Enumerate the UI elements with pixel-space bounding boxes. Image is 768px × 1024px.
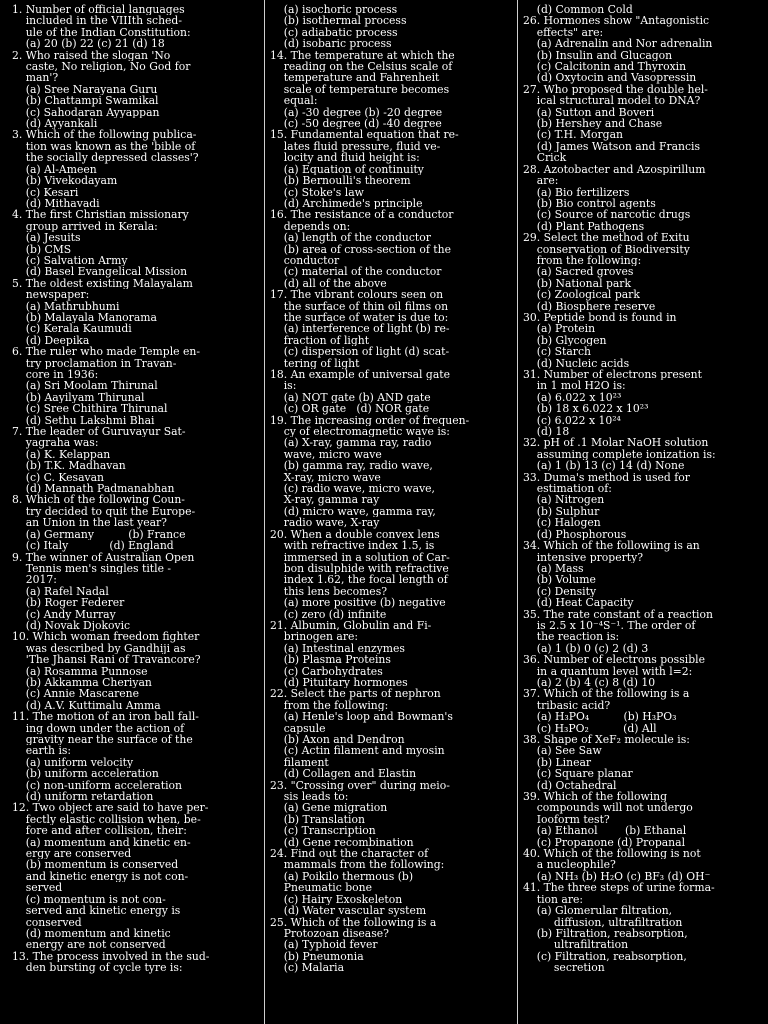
- text-line: 29. Select the method of Exitu: [523, 232, 690, 244]
- text-line: (b) Roger Federer: [12, 597, 125, 609]
- text-line: caste, No religion, No God for: [12, 61, 191, 73]
- text-line: (b) T.K. Madhavan: [12, 460, 126, 472]
- text-line: (b) Akkamma Cheriyan: [12, 676, 152, 689]
- text-line: (b) momentum is conserved: [12, 859, 179, 871]
- text-line: 9. The winner of Australian Open: [12, 551, 195, 563]
- column-divider: [264, 0, 265, 1024]
- text-line: (b) Sulphur: [523, 505, 600, 518]
- text-line: immersed in a solution of Car-: [270, 551, 450, 563]
- text-line: 24. Find out the character of: [270, 848, 429, 860]
- text-line: (d) Biosphere reserve: [523, 300, 656, 312]
- text-line: (c) Halogen: [523, 517, 601, 529]
- text-line: (a) Rosamma Punnose: [12, 665, 148, 677]
- text-line: (c) Annie Mascarene: [12, 688, 140, 700]
- text-line: compounds will not undergo: [523, 802, 693, 814]
- text-line: (d) Gene recombination: [270, 836, 414, 849]
- text-line: den bursting of cycle tyre is:: [12, 962, 183, 974]
- text-line: (b) Vivekodayam: [12, 175, 118, 187]
- text-line: intensive property?: [523, 551, 643, 563]
- text-line: 38. Shape of XeF₂ molecule is:: [523, 734, 690, 746]
- text-line: group arrived in Kerala:: [12, 220, 158, 233]
- text-line: cy of electromagnetic wave is:: [270, 426, 450, 438]
- text-line: locity and fluid height is:: [270, 152, 420, 164]
- text-line: (a) NOT gate (b) AND gate: [270, 391, 431, 404]
- text-line: mammals from the following:: [270, 859, 445, 871]
- text-line: 39. Which of the following: [523, 791, 668, 803]
- text-line: (c) Propanone (d) Propanal: [523, 836, 686, 849]
- text-line: depends on:: [270, 220, 351, 233]
- text-line: 12. Two object are said to have per-: [12, 802, 209, 814]
- text-line: 2017:: [12, 574, 57, 586]
- text-line: equal:: [270, 95, 318, 107]
- text-line: (c) Source of narcotic drugs: [523, 209, 691, 221]
- text-line: was described by Gandhiji as: [12, 642, 186, 655]
- text-line: (a) 6.022 x 10²³: [523, 391, 622, 404]
- text-line: served: [12, 882, 63, 894]
- text-line: (a) -30 degree (b) -20 degree: [270, 106, 443, 119]
- text-line: 28. Azotobacter and Azospirillum: [523, 163, 706, 176]
- column-1: [12, 4, 258, 974]
- text-line: (a) Jesuits: [12, 232, 81, 244]
- text-line: (a) uniform velocity: [12, 756, 134, 769]
- text-line: 25. Which of the following is a: [270, 916, 437, 928]
- text-line: (c) Transcription: [270, 825, 376, 837]
- text-line: (d) Common Cold: [523, 4, 633, 16]
- text-line: (a) more positive (b) negative: [270, 597, 446, 609]
- text-line: (d) micro wave, gamma ray,: [270, 505, 436, 518]
- text-line: (a) Equation of continuity: [270, 163, 424, 176]
- text-line: (d) 18: [523, 426, 570, 438]
- text-line: (a) 1 (b) 13 (c) 14 (d) None: [523, 460, 685, 472]
- text-line: and kinetic energy is not con-: [12, 870, 189, 883]
- text-line: 17. The vibrant colours seen on: [270, 289, 444, 301]
- text-line: (a) Poikilo thermous (b): [270, 870, 414, 883]
- text-line: (b) Translation: [270, 813, 365, 826]
- text-line: ultrafiltration: [523, 939, 629, 951]
- text-line: X-ray, gamma ray: [270, 494, 380, 506]
- text-line: (b) Malayala Manorama: [12, 311, 157, 324]
- text-line: (c) dispersion of light (d) scat-: [270, 346, 450, 358]
- text-line: man'?: [12, 72, 59, 84]
- text-line: 36. Number of electrons possible: [523, 654, 705, 666]
- text-line: 40. Which of the following is not: [523, 848, 701, 860]
- text-line: 10. Which woman freedom fighter: [12, 631, 200, 643]
- text-line: with refractive index 1.5, is: [270, 540, 435, 552]
- text-line: (b) Insulin and Glucagon: [523, 49, 673, 62]
- text-line: diffusion, ultrafiltration: [523, 916, 683, 928]
- text-line: (a) 20 (b) 22 (c) 21 (d) 18: [12, 38, 165, 50]
- text-line: fore and after collision, their:: [12, 825, 187, 837]
- text-line: 11. The motion of an iron ball fall-: [12, 711, 199, 723]
- text-line: 18. An example of universal gate: [270, 369, 451, 381]
- text-line: Tennis men's singles title -: [12, 562, 172, 575]
- text-line: (d) isobaric process: [270, 38, 392, 50]
- text-line: conservation of Biodiversity: [523, 243, 690, 255]
- text-line: tribasic acid?: [523, 699, 611, 712]
- text-line: ule of the Indian Constitution:: [12, 26, 191, 39]
- text-line: are:: [523, 175, 559, 187]
- text-line: (c) Kesari: [12, 186, 79, 198]
- text-line: (a) Sri Moolam Thirunal: [12, 380, 158, 392]
- text-line: (d) Pituitary hormones: [270, 676, 408, 689]
- text-line: (a) 1 (b) 0 (c) 2 (d) 3: [523, 642, 649, 655]
- text-line: from the following:: [270, 699, 389, 712]
- text-line: (c) Square planar: [523, 768, 633, 780]
- text-line: 34. Which of the followiing is an: [523, 540, 700, 552]
- text-line: 4. The first Christian missionary: [12, 209, 189, 221]
- text-line: Pneumatic bone: [270, 882, 372, 894]
- text-line: (c) Stoke's law: [270, 186, 364, 198]
- text-line: energy are not conserved: [12, 939, 166, 951]
- text-line: (b) Aayilyam Thirunal: [12, 391, 145, 404]
- text-line: (c) Starch: [523, 346, 591, 358]
- text-line: 5. The oldest existing Malayalam: [12, 277, 193, 290]
- text-line: (a) length of the conductor: [270, 232, 431, 244]
- text-line: (a) K. Kelappan: [12, 448, 111, 461]
- text-line: (c) radio wave, micro wave,: [270, 483, 435, 495]
- text-line: try decided to quit the Europe-: [12, 505, 196, 518]
- text-line: (b) area of cross-section of the: [270, 243, 451, 255]
- text-line: (b) Axon and Dendron: [270, 734, 405, 746]
- text-line: (a) Henle's loop and Bowman's: [270, 711, 453, 723]
- text-line: (d) James Watson and Francis: [523, 140, 701, 153]
- text-line: (d) Basel Evangelical Mission: [12, 266, 188, 278]
- text-line: (c) Salvation Army: [12, 254, 128, 267]
- text-line: (c) non-uniform acceleration: [12, 779, 182, 792]
- text-line: (b) 18 x 6.022 x 10²³: [523, 403, 649, 415]
- text-line: (c) Filtration, reabsorption,: [523, 950, 687, 963]
- text-line: 26. Hormones show "Antagonistic: [523, 15, 710, 27]
- text-line: from the following:: [523, 254, 642, 267]
- text-line: (c) material of the conductor: [270, 266, 442, 278]
- text-line: try proclamation in Travan-: [12, 357, 177, 369]
- text-line: (d) Collagen and Elastin: [270, 768, 417, 780]
- text-line: (c) T.H. Morgan: [523, 129, 623, 141]
- text-line: (d) Octahedral: [523, 779, 617, 792]
- text-line: served and kinetic energy is: [12, 905, 181, 917]
- text-line: (a) Mathrubhumi: [12, 300, 120, 312]
- text-line: 30. Peptide bond is found in: [523, 311, 677, 324]
- text-line: scale of temperature becomes: [270, 83, 450, 96]
- text-line: (d) Water vascular system: [270, 905, 427, 917]
- text-line: 7. The leader of Guruvayur Sat-: [12, 426, 186, 438]
- text-line: effects" are:: [523, 26, 604, 39]
- text-line: (b) Hershey and Chase: [523, 118, 663, 130]
- text-line: filament: [270, 756, 329, 769]
- text-line: sis leads to:: [270, 791, 349, 803]
- text-line: reading on the Celsius scale of: [270, 61, 453, 73]
- text-line: X-ray, micro wave: [270, 471, 381, 484]
- text-line: (c) Actin filament and myosin: [270, 745, 445, 757]
- text-line: (d) Heat Capacity: [523, 597, 634, 609]
- text-line: ical structural model to DNA?: [523, 95, 701, 107]
- text-line: core in 1936:: [12, 369, 99, 381]
- text-line: (b) Plasma Proteins: [270, 654, 391, 666]
- text-line: fectly elastic collision when, be-: [12, 813, 201, 826]
- text-line: (a) Ethanol (b) Ethanal: [523, 825, 687, 837]
- text-line: (a) Sree Narayana Guru: [12, 83, 158, 96]
- text-line: (d) Archimede's principle: [270, 197, 423, 210]
- text-line: (c) OR gate (d) NOR gate: [270, 403, 430, 415]
- text-line: (b) Chattampi Swamikal: [12, 95, 159, 107]
- text-line: 22. Select the parts of nephron: [270, 688, 441, 700]
- text-line: 2. Who raised the slogan 'No: [12, 49, 171, 62]
- text-line: (b) Bernoulli's theorem: [270, 175, 411, 187]
- text-line: (c) Hairy Exoskeleton: [270, 893, 403, 906]
- text-line: (a) Mass: [523, 562, 584, 575]
- text-line: (c) Zoological park: [523, 289, 640, 301]
- column-3: [523, 4, 761, 974]
- text-line: (d) Mannath Padmanabhan: [12, 483, 175, 495]
- text-line: (b) isothermal process: [270, 15, 407, 27]
- text-line: conserved: [12, 916, 82, 928]
- column-2: [270, 4, 512, 974]
- text-line: estimation of:: [523, 483, 612, 495]
- text-line: (b) CMS: [12, 243, 72, 255]
- text-line: is 2.5 x 10⁻⁴S⁻¹. The order of: [523, 619, 696, 632]
- text-line: the surface of water is due to:: [270, 311, 449, 324]
- text-line: (a) Germany (b) France: [12, 528, 186, 541]
- text-line: (d) Phosphorous: [523, 528, 627, 541]
- text-line: 19. The increasing order of frequen-: [270, 414, 470, 427]
- text-line: (a) Nitrogen: [523, 494, 605, 506]
- text-line: Iooform test?: [523, 813, 610, 826]
- text-line: (b) gamma ray, radio wave,: [270, 460, 433, 472]
- text-line: (b) National park: [523, 277, 632, 290]
- text-line: in 1 mol H2O is:: [523, 380, 626, 392]
- text-line: (d) Ayyankali: [12, 118, 98, 130]
- text-line: fraction of light: [270, 334, 370, 347]
- text-line: temperature and Fahrenheit: [270, 72, 440, 84]
- text-line: 33. Duma's method is used for: [523, 471, 690, 484]
- text-line: (d) Plant Pathogens: [523, 220, 645, 233]
- text-line: (a) NH₃ (b) H₂O (c) BF₃ (d) OH⁻: [523, 870, 711, 883]
- text-line: 16. The resistance of a conductor: [270, 209, 454, 221]
- text-line: 15. Fundamental equation that re-: [270, 129, 459, 141]
- text-line: capsule: [270, 722, 326, 734]
- text-line: lates fluid pressure, fluid ve-: [270, 140, 441, 153]
- text-line: (c) H₃PO₂ (d) All: [523, 722, 657, 734]
- text-line: newspaper:: [12, 289, 90, 301]
- text-line: (a) Al-Ameen: [12, 163, 97, 176]
- text-line: (d) Novak Djokovic: [12, 619, 131, 632]
- text-line: 32. pH of .1 Molar NaOH solution: [523, 437, 709, 449]
- text-line: (b) Filtration, reabsorption,: [523, 927, 688, 940]
- text-line: 27. Who proposed the double hel-: [523, 83, 708, 96]
- text-line: (c) Andy Murray: [12, 608, 116, 620]
- text-line: 14. The temperature at which the: [270, 49, 455, 62]
- text-line: (a) Sacred groves: [523, 266, 634, 278]
- text-line: is:: [270, 380, 297, 392]
- text-line: the surface of thin oil films on: [270, 300, 449, 312]
- text-line: (a) Gene migration: [270, 802, 388, 814]
- text-line: 3. Which of the following publica-: [12, 129, 197, 141]
- text-line: (b) Bio control agents: [523, 197, 656, 210]
- text-line: wave, micro wave: [270, 448, 382, 461]
- text-line: (a) Bio fertilizers: [523, 186, 630, 198]
- text-line: (a) X-ray, gamma ray, radio: [270, 437, 432, 449]
- text-line: (a) 2 (b) 4 (c) 8 (d) 10: [523, 676, 656, 689]
- text-line: (c) Sree Chithira Thirunal: [12, 403, 168, 415]
- text-line: 31. Number of electrons present: [523, 369, 702, 381]
- text-line: 13. The process involved in the sud-: [12, 950, 210, 963]
- text-line: (a) momentum and kinetic en-: [12, 836, 191, 849]
- text-line: (d) Sethu Lakshmi Bhai: [12, 414, 155, 427]
- text-line: (b) Pneumonia: [270, 950, 364, 963]
- text-line: brinogen are:: [270, 631, 359, 643]
- text-line: (c) Italy (d) England: [12, 540, 174, 552]
- text-line: yagraha was:: [12, 437, 99, 449]
- text-line: (c) 6.022 x 10²⁴: [523, 414, 621, 427]
- text-line: gravity near the surface of the: [12, 734, 193, 746]
- text-line: ergy are conserved: [12, 848, 132, 860]
- text-line: (c) adiabatic process: [270, 26, 398, 39]
- text-line: 21. Albumin, Globulin and Fi-: [270, 619, 432, 632]
- text-line: tion are:: [523, 893, 584, 906]
- text-line: (c) Density: [523, 585, 597, 598]
- text-line: (d) Mithavadi: [12, 197, 100, 210]
- text-line: bon disulphide with refractive: [270, 562, 449, 575]
- text-line: this lens becomes?: [270, 585, 388, 598]
- text-line: (c) Sahodaran Ayyappan: [12, 106, 160, 119]
- text-line: secretion: [523, 962, 605, 974]
- text-line: (c) Malaria: [270, 962, 345, 974]
- text-line: Crick: [523, 152, 567, 164]
- text-line: (c) Calcitonin and Thyroxin: [523, 61, 687, 73]
- text-line: the reaction is:: [523, 631, 620, 643]
- text-line: a nucleophile?: [523, 859, 616, 871]
- text-line: 'The Jhansi Rani of Travancore?: [12, 654, 201, 666]
- text-line: (a) Glomerular filtration,: [523, 905, 673, 917]
- text-line: (a) Intestinal enzymes: [270, 642, 405, 655]
- text-line: (c) Kerala Kaumudi: [12, 323, 132, 335]
- text-line: (d) Nucleic acids: [523, 357, 630, 369]
- text-line: conductor: [270, 254, 340, 267]
- text-line: in a quantum level with l=2:: [523, 665, 693, 677]
- text-line: (a) See Saw: [523, 745, 602, 757]
- text-line: (a) interference of light (b) re-: [270, 323, 450, 335]
- text-line: (d) A.V. Kuttimalu Amma: [12, 699, 161, 712]
- text-line: (a) Sutton and Boveri: [523, 106, 655, 119]
- text-line: (b) Volume: [523, 574, 596, 586]
- text-line: tion was known as the 'bible of: [12, 140, 196, 153]
- text-line: an Union in the last year?: [12, 517, 167, 529]
- text-line: 23. "Crossing over" during meio-: [270, 779, 450, 792]
- text-line: (a) isochoric process: [270, 4, 398, 16]
- text-line: (d) Deepika: [12, 334, 90, 347]
- text-line: ing down under the action of: [12, 722, 185, 734]
- text-line: (c) Carbohydrates: [270, 665, 383, 677]
- text-line: 35. The rate constant of a reaction: [523, 608, 713, 620]
- text-line: 8. Which of the following Coun-: [12, 494, 185, 506]
- text-line: (d) uniform retardation: [12, 791, 154, 803]
- text-line: (d) all of the above: [270, 277, 387, 290]
- text-line: 6. The ruler who made Temple en-: [12, 346, 200, 358]
- text-line: (a) Rafel Nadal: [12, 585, 109, 598]
- text-line: (b) Glycogen: [523, 334, 607, 347]
- column-divider: [517, 0, 518, 1024]
- text-line: (b) Linear: [523, 756, 592, 769]
- text-line: 41. The three steps of urine forma-: [523, 882, 715, 894]
- text-line: (a) H₃PO₄ (b) H₃PO₃: [523, 711, 677, 723]
- text-line: earth is:: [12, 745, 72, 757]
- text-line: the socially depressed classes'?: [12, 152, 199, 164]
- text-line: 20. When a double convex lens: [270, 528, 440, 541]
- text-line: included in the VIIIth sched-: [12, 15, 182, 27]
- text-line: radio wave, X-ray: [270, 517, 380, 529]
- text-line: (d) momentum and kinetic: [12, 927, 171, 940]
- text-line: assuming complete ionization is:: [523, 448, 716, 461]
- text-line: (b) uniform acceleration: [12, 768, 159, 780]
- text-line: (c) momentum is not con-: [12, 893, 166, 906]
- text-line: (d) Oxytocin and Vasopressin: [523, 72, 697, 84]
- text-line: (c) C. Kesavan: [12, 471, 105, 484]
- text-line: (a) Adrenalin and Nor adrenalin: [523, 38, 713, 50]
- text-line: (c) zero (d) infinite: [270, 608, 387, 620]
- text-line: Protozoan disease?: [270, 927, 389, 940]
- text-line: tering of light: [270, 357, 360, 369]
- text-line: 1. Number of official languages: [12, 4, 185, 16]
- text-line: (a) Typhoid fever: [270, 939, 378, 951]
- text-line: (c) -50 degree (d) -40 degree: [270, 118, 442, 130]
- text-line: (a) Protein: [523, 323, 596, 335]
- text-line: index 1.62, the focal length of: [270, 574, 448, 586]
- text-line: 37. Which of the following is a: [523, 688, 690, 700]
